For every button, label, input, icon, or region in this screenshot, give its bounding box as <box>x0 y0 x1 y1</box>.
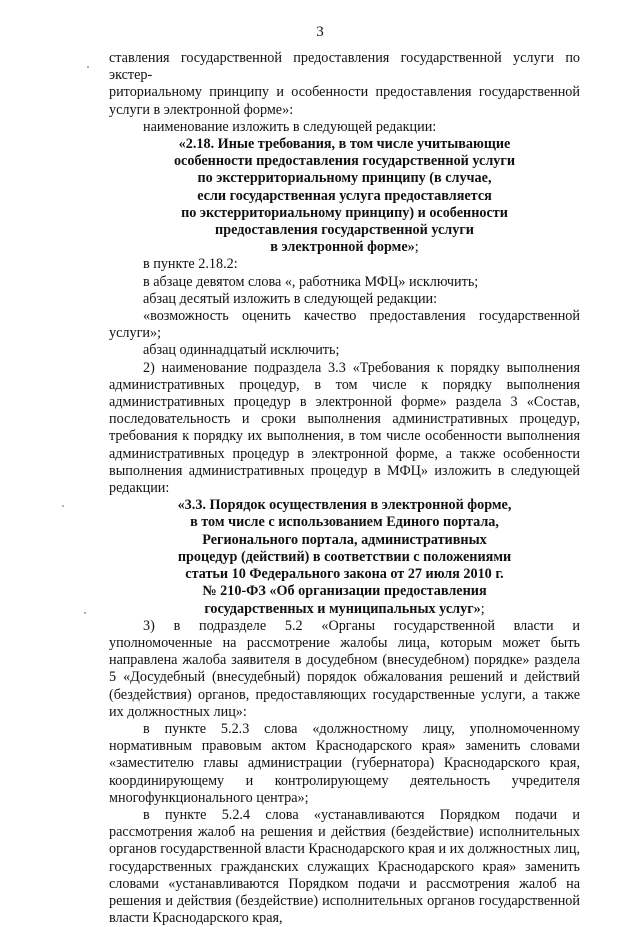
paragraph-2: 2) наименование подраздела 3.3 «Требования к порядку выполнения административных процедур, в том числе к порядку выполнения административных процедур в электронной форме» раздела 3 «Состав, последовательность и сроки выполнения административных процедур, требования к порядку их выполнения, в том числе особенности выполнения административных процедур в электронной форме, а также особенности выполнения административных процедур в МФЦ» изложить в следующей редакции: <box>109 359 580 497</box>
heading-line: по экстерриториальному принципу) и особенности <box>181 204 508 221</box>
section-heading-3-3 <box>109 497 580 617</box>
scan-speck <box>84 612 86 614</box>
heading-last-line <box>109 239 580 256</box>
name-edit-line: наименование изложить в следующей редакции: <box>143 118 437 135</box>
page-number: 3 <box>316 24 324 40</box>
heading-line: «3.3. Порядок осуществления в электронной форме, <box>177 497 512 514</box>
heading-line: особенности предоставления государственной услуги <box>173 153 516 170</box>
heading-tail: ; <box>480 600 485 617</box>
paragraph-3: 3) в подразделе 5.2 «Органы государственной власти и уполномоченные на рассмотрение жалобы лица, которым может быть направлена жалоба заявителя в досудебном (внесудебном) порядке» раздела 5 «Досудебный (внесудебный) порядок обжалования решений и действий (бездействия) органов, предоставляющих государственные услуги, а также их должностных лиц»: <box>109 617 580 720</box>
heading-line: в электронной форме» <box>270 239 415 256</box>
paragraph-4: в пункте 5.2.3 слова «должностному лицу, уполномоченному нормативным правовым актом Краснодарского края» заменить словами «заместителю главы администрации (губернатора) Краснодарского края, координирующему и контролирующему деятельность учредителя многофункционального центра»; <box>109 720 580 806</box>
heading-line: «2.18. Иные требования, в том числе учитывающие <box>178 136 511 153</box>
heading-tail: ; <box>414 239 419 256</box>
intro-line: услуги в электронной форме»: <box>109 101 294 118</box>
item-point: в пункте 2.18.2: <box>143 256 238 273</box>
item-abzac-9: в абзаце девятом слова «, работника МФЦ» исключить; <box>143 273 479 290</box>
heading-line: предоставления государственной услуги <box>215 222 474 239</box>
heading-line: Регионального портала, административных <box>202 531 487 548</box>
document-body <box>109 50 580 927</box>
heading-line: статьи 10 Федерального закона от 27 июля 2010 г. <box>185 566 504 583</box>
heading-line: если государственная услуга предоставляется <box>197 187 492 204</box>
heading-line: № 210-ФЗ «Об организации предоставления <box>202 583 487 600</box>
heading-line: по экстерриториальному принципу (в случае, <box>197 170 492 187</box>
item-abzac-11: абзац одиннадцатый исключить; <box>143 342 340 359</box>
intro-line: ставления государственной предоставления государственной услуги по экстер- <box>109 50 580 84</box>
heading-line: в том числе с использованием Единого портала, <box>190 514 499 531</box>
intro-paragraph <box>109 50 580 119</box>
heading-last-line <box>109 601 580 618</box>
scan-speck <box>87 66 89 68</box>
section-heading-2-18 <box>109 136 580 256</box>
scan-speck <box>62 505 64 507</box>
heading-line: государственных и муниципальных услуг» <box>204 600 481 617</box>
paragraph-5: в пункте 5.2.4 слова «устанавливаются Порядком подачи и рассмотрения жалоб на решения и действия (бездействие) исполнительных органов государственной власти Краснодарского края и их должностных лиц, государственных гражданских служащих Краснодарского края» заменить словами «устанавливаются Порядком подачи и рассмотрения жалоб на решения и действия (бездействие) исполнительных органов государственной власти Краснодарского края, <box>109 806 580 927</box>
item-quote: «возможность оценить качество предоставления государственной услуги»; <box>109 308 580 342</box>
item-abzac-10: абзац десятый изложить в следующей редакции: <box>143 290 438 307</box>
intro-line: риториальному принципу и особенности предоставления государственной <box>109 84 580 101</box>
heading-line: процедур (действий) в соответствии с положениями <box>177 548 512 565</box>
